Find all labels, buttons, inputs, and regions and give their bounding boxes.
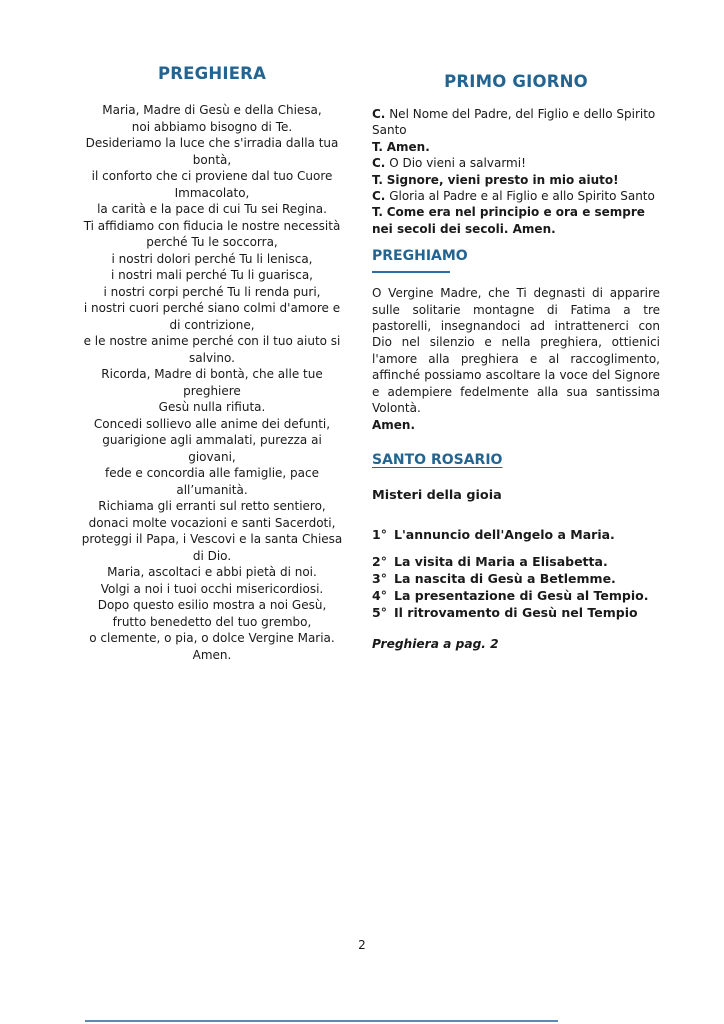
versicle-line [372, 106, 660, 139]
mysteries-list [372, 526, 660, 621]
mystery-number: 4° [372, 587, 387, 603]
prayer-line: frutto benedetto del tuo grembo, [112, 614, 312, 629]
prayer-line: noi abbiamo bisogno di Te. [131, 119, 293, 134]
left-column-title: PREGHIERA [157, 64, 267, 83]
prayer-line: la carità e la pace di cui Tu sei Regina. [97, 202, 327, 216]
prayer-line: Gesù nulla rifiuta. [158, 400, 266, 414]
versicle-text: Amen. [386, 139, 430, 154]
speaker-label: C. [372, 156, 386, 171]
left-column [63, 64, 361, 663]
prayer-line: Concedi sollievo alle anime dei defunti, [93, 416, 331, 431]
speaker-label: T. [372, 139, 383, 154]
preghiamo-amen: Amen. [372, 417, 416, 432]
mystery-item [372, 604, 660, 621]
two-column-layout [63, 64, 660, 663]
prayer-line: Maria, ascoltaci e abbi pietà di noi. [107, 565, 317, 579]
prayer-line: Richiama gli erranti sul retto sentiero, [98, 499, 326, 513]
footer-rule [85, 1020, 558, 1022]
mystery-number: 5° [372, 604, 387, 620]
versicle-text: Nel Nome del Padre, del Figlio e dello Spirito Santo [372, 107, 656, 138]
misteri-subtitle: Misteri della gioia [372, 487, 502, 503]
heading-rule [372, 271, 450, 273]
prayer-line: il conforto che ci proviene dal tuo Cuore [91, 169, 333, 183]
mystery-number: 2° [372, 553, 387, 569]
right-column-title: PRIMO GIORNO [444, 72, 588, 91]
mystery-item [372, 587, 660, 604]
prayer-line: perché Tu le soccorra, [146, 235, 278, 249]
prayer-line: di contrizione, [169, 317, 255, 332]
prayer-line: Volgi a noi i tuoi occhi misericordiosi. [100, 581, 324, 596]
speaker-label: T. [372, 205, 383, 220]
mystery-item [372, 570, 660, 587]
speaker-label: T. [372, 172, 383, 187]
prayer-line: Desideriamo la luce che s'irradia dalla tua [85, 136, 339, 150]
versicle-text: Signore, vieni presto in mio aiuto! [386, 172, 619, 187]
mystery-item [372, 553, 660, 570]
mystery-text: L'annuncio dell'Angelo a Maria. [394, 526, 615, 542]
mystery-item [372, 526, 660, 543]
prayer-line: salvino. [189, 350, 235, 365]
versicle-text: Gloria al Padre e al Figlio e allo Spirito Santo [389, 189, 655, 204]
versicles-responses [372, 106, 660, 237]
mystery-number: 3° [372, 570, 387, 586]
preghiamo-body: O Vergine Madre, che Ti degnasti di apparire sulle solitarie montagne di Fatima a tre pastorelli, insegnandoci ad intrattenerci con Dio nel silenzio e nella preghiera, ottienici l'amore alla preghiera e al raccoglimento, affinché possiamo ascoltare la voce del Signore e adempiere fedelmente alla sua santissima Volontà. [372, 286, 660, 416]
prayer-line: guarigione agli ammalati, purezza ai [102, 433, 322, 447]
prayer-line: fede e concordia alle famiglie, pace [104, 466, 319, 480]
prayer-line: Ti affidiamo con fiducia le nostre necessità [83, 218, 341, 233]
versicle-line [372, 155, 660, 171]
mystery-number: 1° [372, 526, 387, 542]
prayer-line: giovani, [188, 449, 236, 464]
preghiamo-heading: PREGHIAMO [372, 248, 468, 265]
prayer-line: proteggi il Papa, i Vescovi e la santa Chiesa [81, 532, 343, 546]
speaker-label: C. [372, 189, 386, 204]
prayer-line: preghiere [183, 383, 241, 398]
prayer-line: Maria, Madre di Gesù e della Chiesa, [102, 103, 322, 117]
prayer-line: di Dio. [192, 548, 232, 563]
versicle-text: O Dio vieni a salvarmi! [389, 156, 526, 171]
mystery-text: Il ritrovamento di Gesù nel Tempio [394, 604, 638, 620]
prayer-line: o clemente, o pia, o dolce Vergine Maria. [89, 631, 335, 645]
prayer-line: i nostri mali perché Tu li guarisca, [110, 268, 313, 282]
versicle-text: Come era nel principio e ora e sempre nei secoli dei secoli. Amen. [372, 205, 645, 236]
page-number: 2 [358, 938, 366, 952]
page-reference-note: Preghiera a pag. 2 [372, 636, 499, 651]
right-column [372, 64, 660, 663]
prayer-line: bontà, [192, 152, 232, 167]
prayer-line: e le nostre anime perché con il tuo aiuto si [83, 334, 341, 348]
prayer-line: donaci molte vocazioni e santi Sacerdoti, [88, 515, 336, 530]
prayer-line: i nostri dolori perché Tu li lenisca, [111, 251, 313, 266]
mystery-text: La presentazione di Gesù al Tempio. [394, 587, 649, 603]
santo-rosario-heading: SANTO ROSARIO [372, 451, 503, 468]
versicle-line [372, 172, 660, 188]
marian-prayer-text [63, 102, 361, 663]
prayer-line: i nostri cuori perché siano colmi d'amore e [83, 301, 341, 315]
mystery-text: La visita di Maria a Elisabetta. [394, 553, 608, 569]
prayer-line: Amen. [192, 647, 232, 662]
prayer-line: Immacolato, [174, 185, 250, 200]
prayer-line: Dopo questo esilio mostra a noi Gesù, [97, 598, 327, 612]
versicle-line [372, 188, 660, 204]
versicle-line [372, 204, 660, 237]
speaker-label: C. [372, 107, 386, 121]
prayer-line: Ricorda, Madre di bontà, che alle tue [101, 367, 323, 381]
prayer-line: i nostri corpi perché Tu li renda puri, [103, 284, 321, 299]
mystery-text: La nascita di Gesù a Betlemme. [394, 570, 616, 586]
versicle-line [372, 139, 660, 155]
prayer-line: all’umanità. [176, 482, 248, 497]
